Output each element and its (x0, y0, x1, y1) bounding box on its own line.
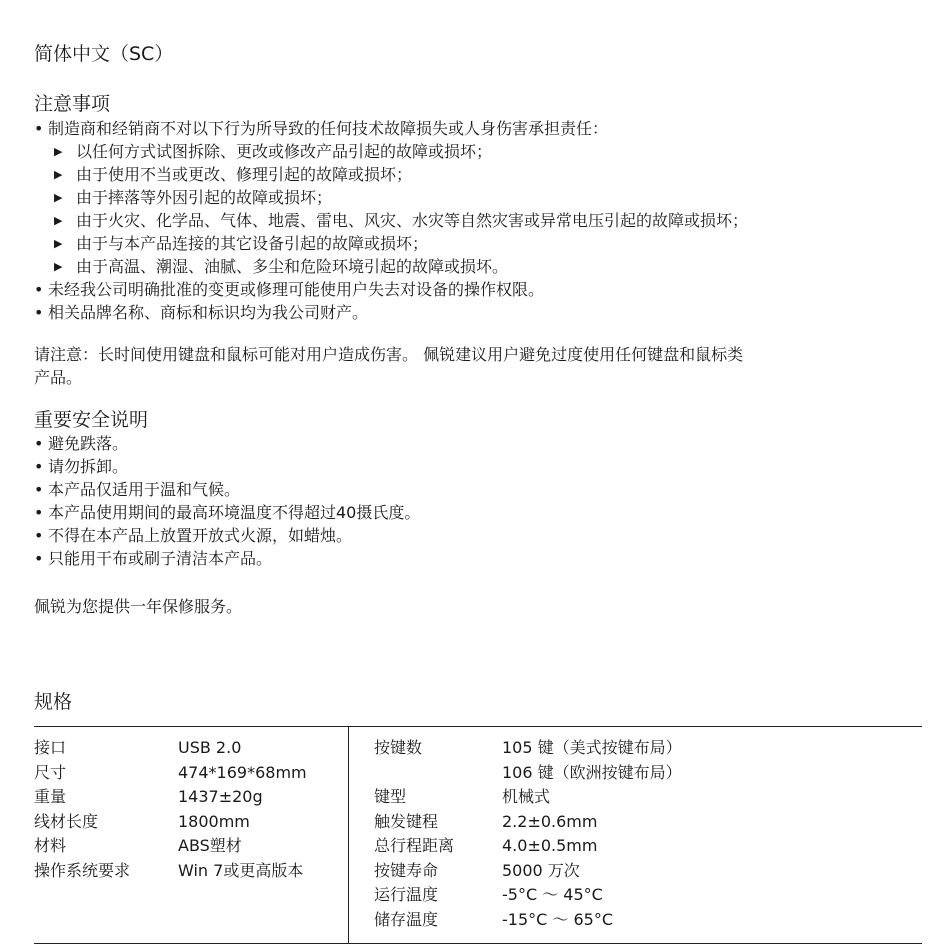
health-warning: 请注意：长时间使用键盘和鼠标可能对用户造成伤害。 佩锐建议用户避免过度使用任何键盘和鼠标类 产品。 (34, 345, 744, 387)
notice-sub-item: ▶ 由于摔落等外因引起的故障或损坏； (54, 188, 333, 207)
spec-key: 按键数 (374, 738, 423, 757)
spec-value: -5°C ～ 45°C (502, 885, 603, 904)
spec-value: 机械式 (502, 787, 551, 806)
bullet-icon: • (34, 119, 44, 138)
safety-item: • 本产品仅适用于温和气候。 (34, 480, 241, 499)
spec-key: 总行程距离 (374, 836, 455, 855)
spec-key: 储存温度 (374, 909, 439, 929)
spec-value: 474*169*68mm (178, 762, 307, 782)
notice-sub-item: ▶ 以任何方式试图拆除、更改或修改产品引起的故障或损坏； (54, 142, 493, 161)
bullet-icon: • (34, 434, 44, 453)
spec-value: 1800mm (178, 811, 250, 831)
specs-table (34, 726, 922, 944)
triangle-bullet-icon: ▶ (54, 260, 63, 273)
spec-value: 105 键（美式按键布局） (502, 738, 682, 757)
triangle-bullet-icon: ▶ (54, 214, 63, 227)
bullet-icon: • (34, 480, 44, 499)
notice-list (34, 117, 748, 324)
column-divider (348, 727, 349, 943)
bullet-icon: • (34, 549, 44, 568)
bullet-icon: • (34, 280, 44, 299)
spec-value: 4.0±0.5mm (502, 836, 598, 855)
triangle-bullet-icon: ▶ (54, 168, 63, 181)
safety-title: 重要安全说明 (34, 409, 149, 431)
triangle-bullet-icon: ▶ (54, 145, 63, 158)
spec-key: 键型 (374, 787, 407, 806)
spec-key: 运行温度 (374, 885, 439, 904)
spec-key: 尺寸 (34, 762, 67, 782)
notice-bullet: • 制造商和经销商不对以下行为所导致的任何技术故障损失或人身伤害承担责任： (34, 119, 609, 138)
bullet-icon: • (34, 457, 44, 476)
language-heading: 简体中文（SC） (34, 43, 174, 65)
spec-value: 5000 万次 (502, 860, 580, 880)
bullet-icon: • (34, 526, 44, 545)
spec-key: 按键寿命 (374, 860, 439, 880)
spec-value: 2.2±0.6mm (502, 811, 598, 831)
notice-sub-item: ▶ 由于高温、潮湿、油腻、多尘和危险环境引起的故障或损坏。 (54, 257, 509, 276)
notice-sub-list (34, 140, 748, 278)
safety-item: • 本产品使用期间的最高环境温度不得超过40摄氏度。 (34, 503, 421, 522)
spec-value: USB 2.0 (178, 738, 242, 757)
spec-key: 接口 (34, 738, 67, 757)
spec-value: -15°C ～ 65°C (502, 909, 614, 929)
notice-title: 注意事项 (34, 93, 111, 115)
spec-key: 重量 (34, 787, 67, 806)
triangle-bullet-icon: ▶ (54, 191, 63, 204)
spec-value: ABS塑材 (178, 836, 242, 855)
right-values (502, 736, 682, 932)
notice-sub-item: ▶ 由于与本产品连接的其它设备引起的故障或损坏； (54, 234, 429, 253)
warranty-service: 佩锐为您提供一年保修服务。 (34, 597, 243, 616)
notice-sub-item: ▶ 由于使用不当或更改、修理引起的故障或损坏； (54, 165, 413, 184)
safety-item: • 只能用干布或刷子清洁本产品。 (34, 549, 273, 568)
spec-value: 1437±20g (178, 787, 263, 806)
triangle-bullet-icon: ▶ (54, 237, 63, 250)
bullet-icon: • (34, 303, 44, 322)
safety-item: • 避免跌落。 (34, 434, 129, 453)
specs-title: 规格 (34, 691, 73, 713)
notice-sub-item: ▶ 由于火灾、化学品、气体、地震、雷电、风灾、水灾等自然灾害或异常电压引起的故障或损坏； (54, 211, 749, 230)
spec-key (374, 761, 454, 786)
spec-key: 线材长度 (34, 811, 99, 831)
notice-bullet: • 相关品牌名称、商标和标识均为我公司财产。 (34, 303, 369, 322)
safety-item: • 不得在本产品上放置开放式火源，如蜡烛。 (34, 526, 353, 545)
spec-key: 材料 (34, 836, 67, 855)
spec-key: 触发键程 (374, 811, 439, 831)
safety-item: • 请勿拆卸。 (34, 457, 129, 476)
spec-value: 106 键（欧洲按键布局） (502, 762, 682, 782)
safety-list (34, 432, 420, 570)
spec-value: Win 7或更高版本 (178, 860, 304, 880)
bullet-icon: • (34, 503, 44, 522)
left-values (178, 736, 307, 883)
right-keys (374, 736, 454, 932)
spec-key: 操作系统要求 (34, 860, 131, 880)
left-keys (34, 736, 130, 883)
notice-bullet: • 未经我公司明确批准的变更或修理可能使用户失去对设备的操作权限。 (34, 280, 545, 299)
